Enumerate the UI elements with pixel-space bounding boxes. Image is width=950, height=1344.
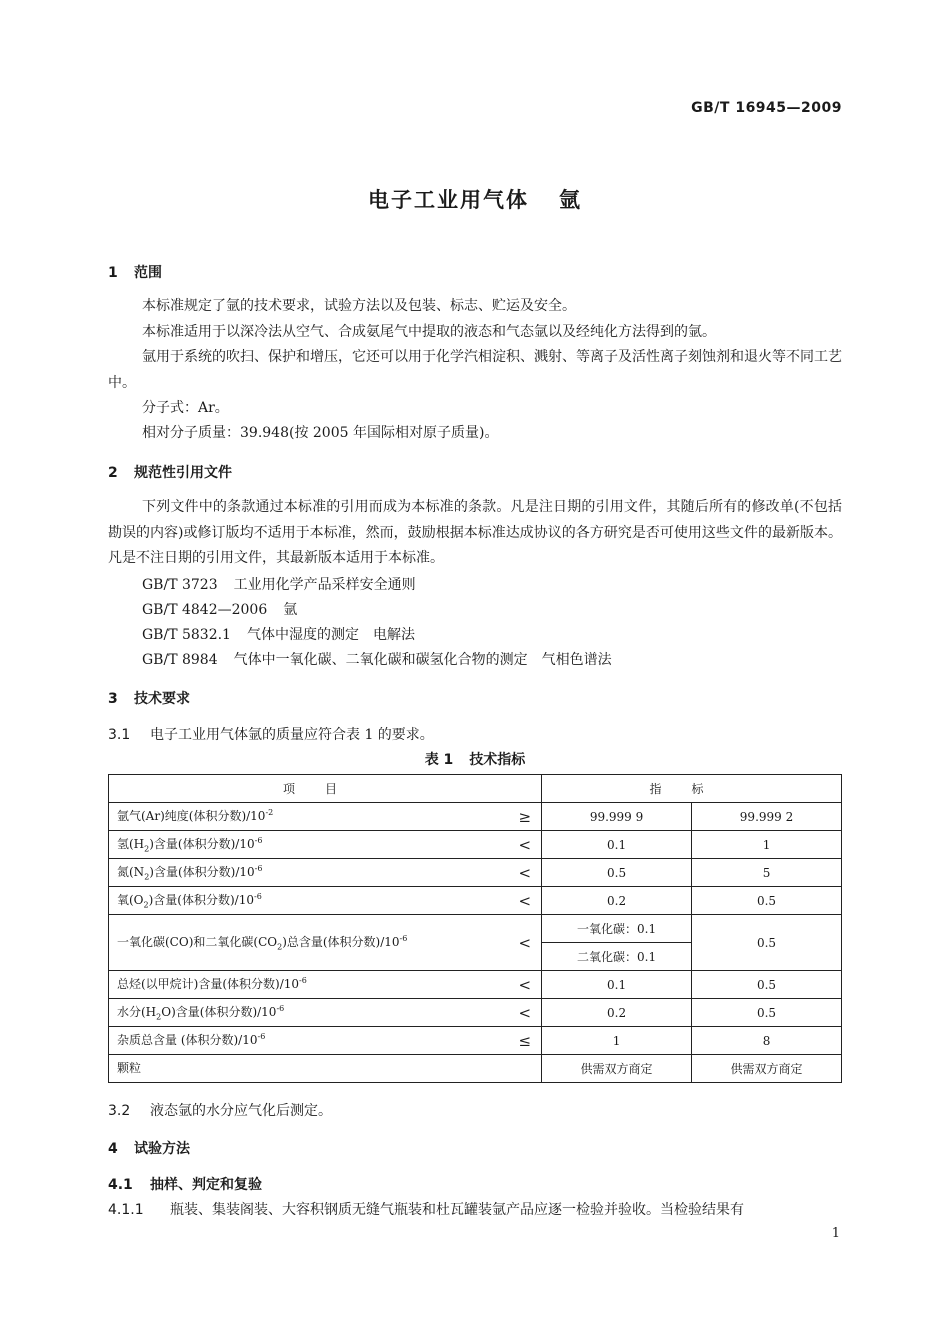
row-item: 氢$(H_2)$含量(体积分数)$/10^{-6}$ < — [109, 831, 542, 859]
row-value-2: 0.5 — [692, 915, 842, 971]
col-header-spec: 指标 — [542, 775, 842, 803]
comparison-operator: ≥ — [518, 807, 532, 826]
row-value-2: 1 — [692, 831, 842, 859]
row-item: 颗粒 — [109, 1055, 542, 1083]
row-item: 氧$(O_2)$含量(体积分数)$/10^{-6}$ < — [109, 887, 542, 915]
row-value-2: 0.5 — [692, 999, 842, 1027]
row-value-2: 8 — [692, 1027, 842, 1055]
row-value-2: 99.999 2 — [692, 803, 842, 831]
row-value-1: 供需双方商定 — [542, 1055, 692, 1083]
clause-3-1: 3.1 电子工业用气体氩的质量应符合表 1 的要求。 — [108, 727, 434, 743]
reference-item: GB/T 5832.1 气体中湿度的测定 电解法 — [142, 627, 415, 643]
row-value-2: 5 — [692, 859, 842, 887]
section-2-heading: 2 规范性引用文件 — [108, 465, 232, 481]
row-value-1: 0.5 — [542, 859, 692, 887]
row-value-2: 0.5 — [692, 887, 842, 915]
clause-4-1-1: 4.1.1 瓶装、集装阁装、大容积钢质无缝气瓶装和杜瓦罐装氩产品应逐一检验并验收。当检验结果有 — [108, 1202, 744, 1218]
reference-item: GB/T 8984 气体中一氧化碳、二氧化碳和碳氢化合物的测定 气相色谱法 — [142, 652, 612, 668]
row-item: 总烃(以甲烷计)含量(体积分数)$/10^{-6}$ < — [109, 971, 542, 999]
section-1-para-5: 相对分子质量：39.948(按 2005 年国际相对原子质量)。 — [142, 425, 499, 441]
section-1-para-2: 本标准适用于以深冷法从空气、合成氨尾气中提取的液态和气态氩以及经纯化方法得到的氩。 — [142, 324, 716, 340]
row-value-2: 供需双方商定 — [692, 1055, 842, 1083]
title-sub: 氩 — [559, 188, 582, 212]
comparison-operator: < — [518, 863, 532, 882]
page-number: 1 — [831, 1226, 840, 1241]
section-2-intro: 下列文件中的条款通过本标准的引用而成为本标准的条款。凡是注日期的引用文件，其随后所有的修改单(不包括勘误的内容)或修订版均不适用于本标准，然而，鼓励根据本标准达成协议的各方研究是否可使用这些文件的最新版本。凡是不注日期的引用文件，其最新版本适用于本标准。 — [108, 499, 842, 566]
table-caption: 表 1 技术指标 — [424, 752, 526, 768]
spec-table — [108, 774, 842, 1083]
reference-item: GB/T 3723 工业用化学产品采样安全通则 — [142, 577, 416, 593]
table-row — [109, 971, 842, 999]
col-header-item: 项目 — [109, 775, 542, 803]
clause-3-2: 3.2 液态氩的水分应气化后测定。 — [108, 1103, 332, 1119]
table-row — [109, 1027, 842, 1055]
reference-item: GB/T 4842—2006 氩 — [142, 602, 298, 618]
comparison-operator: < — [518, 933, 532, 952]
section-4-heading: 4 试验方法 — [108, 1141, 190, 1157]
row-value-1: 0.2 — [542, 999, 692, 1027]
row-value-1: 0.1 — [542, 831, 692, 859]
clause-4-1: 4.1 抽样、判定和复验 — [108, 1177, 262, 1193]
table-row — [109, 887, 842, 915]
row-value-1: 1 — [542, 1027, 692, 1055]
row-item: 一氧化碳(CO)和二氧化碳$(CO_2)$总含量(体积分数)$/10^{-6}$ < — [109, 915, 542, 971]
section-3-heading: 3 技术要求 — [108, 691, 190, 707]
title-main: 电子工业用气体 — [368, 188, 529, 212]
table-row — [109, 859, 842, 887]
comparison-operator: ≤ — [518, 1031, 532, 1050]
comparison-operator: < — [518, 975, 532, 994]
row-value-1: 99.999 9 — [542, 803, 692, 831]
row-value-1: 0.1 — [542, 971, 692, 999]
row-item: 杂质总含量 (体积分数)$/10^{-6}$ ≤ — [109, 1027, 542, 1055]
table-row — [109, 831, 842, 859]
table-header-row — [109, 775, 842, 803]
section-1-para-4: 分子式：Ar。 — [142, 400, 229, 416]
document-title — [0, 184, 950, 214]
row-item: 水分$(H_2O)$含量(体积分数)$/10^{-6}$ < — [109, 999, 542, 1027]
section-1-heading: 1 范围 — [108, 265, 162, 281]
row-item: 氩气(Ar)纯度(体积分数)$/10^{-2}$ ≥ — [109, 803, 542, 831]
table-row — [109, 999, 842, 1027]
row-value-1b: 二氧化碳：0.1 — [542, 943, 692, 971]
standard-code: GB/T 16945—2009 — [691, 100, 842, 116]
row-value-1a: 一氧化碳：0.1 — [542, 915, 692, 943]
row-value-1: 0.2 — [542, 887, 692, 915]
section-1-para-3: 氩用于系统的吹扫、保护和增压，它还可以用于化学汽相淀积、溅射、等离子及活性离子刻蚀剂和退火等不同工艺中。 — [108, 349, 842, 391]
comparison-operator: < — [518, 835, 532, 854]
table-row — [109, 1055, 842, 1083]
comparison-operator: < — [518, 1003, 532, 1022]
comparison-operator: < — [518, 891, 532, 910]
section-1-para-1: 本标准规定了氩的技术要求，试验方法以及包装、标志、贮运及安全。 — [142, 298, 576, 314]
table-row — [109, 803, 842, 831]
row-value-2: 0.5 — [692, 971, 842, 999]
row-item: 氮$(N_2)$含量(体积分数)$/10^{-6}$ < — [109, 859, 542, 887]
table-row — [109, 915, 842, 943]
